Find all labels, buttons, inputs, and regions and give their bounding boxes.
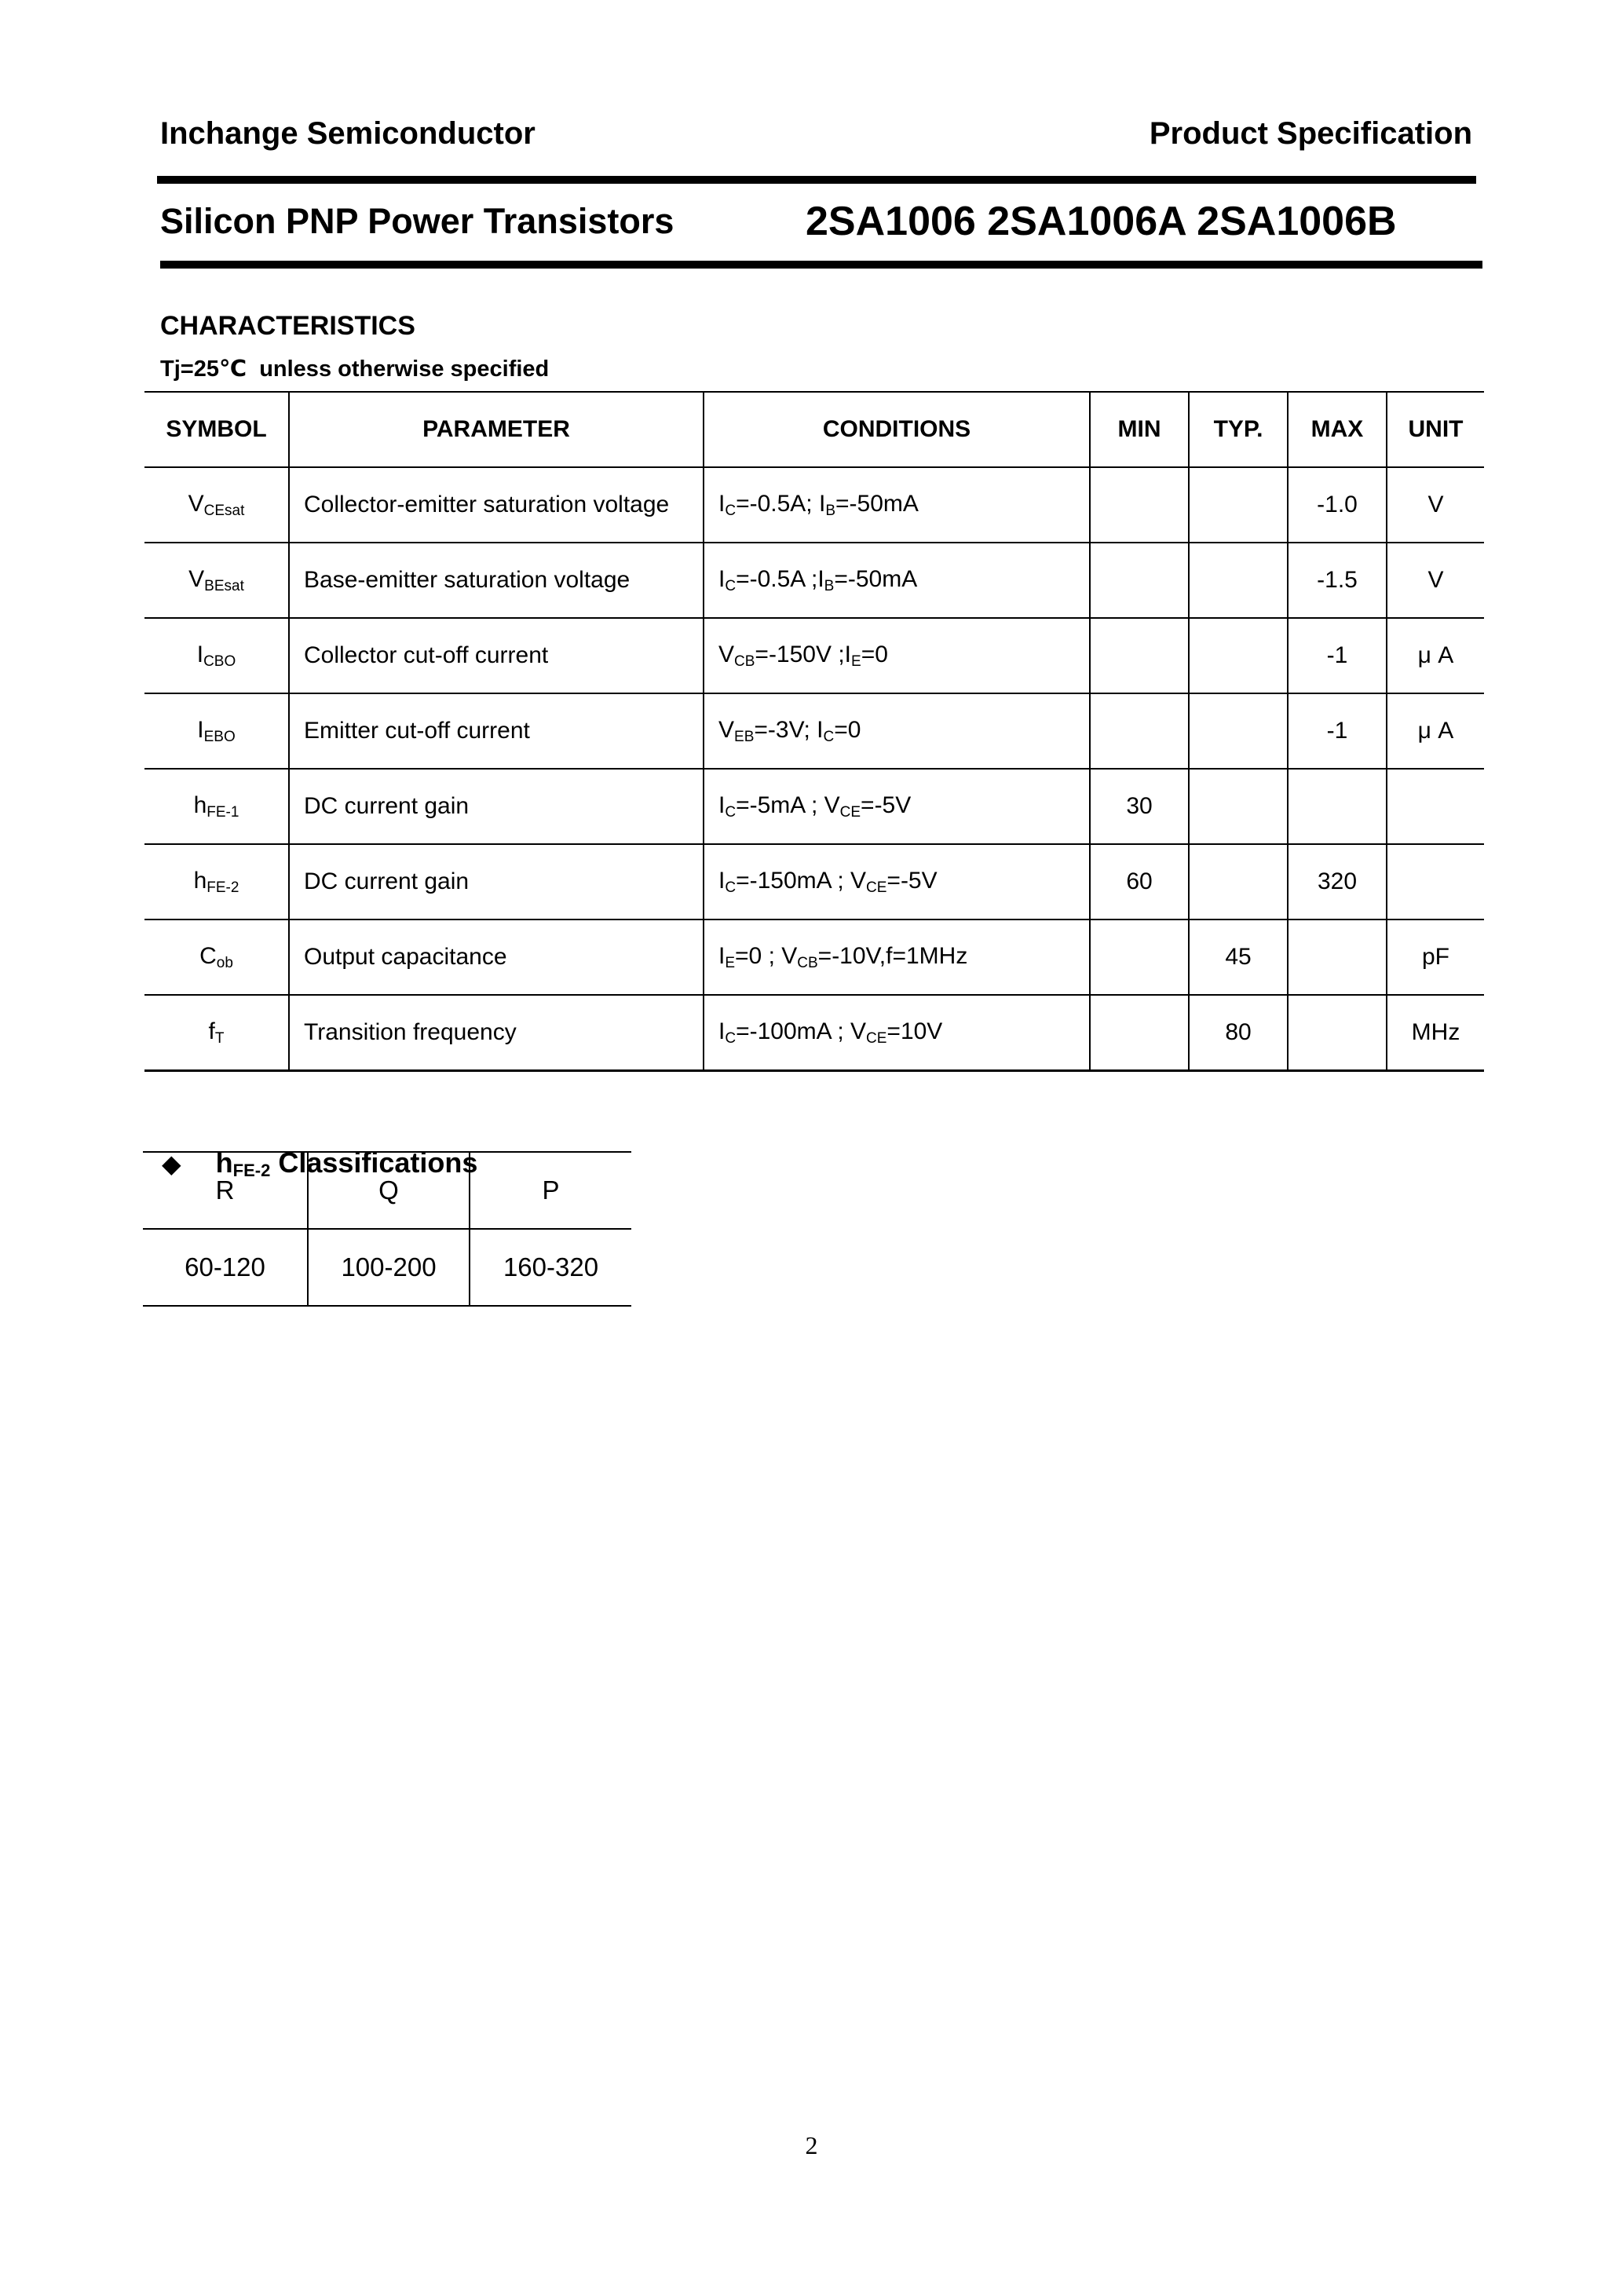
parameter-cell: Base-emitter saturation voltage [289,543,704,618]
condition-main: I [817,565,824,592]
col-header-unit: UNIT [1387,392,1484,467]
symbol-cell [144,844,289,919]
conditions-cell [704,919,1090,995]
typ-cell [1189,618,1288,693]
condition-rest: =-5V [886,867,938,894]
part-numbers: 2SA1006 2SA1006A 2SA1006B [806,199,1397,244]
condition-sub: C [823,728,835,745]
col-header-typ: TYP. [1189,392,1288,467]
parameter-cell: Output capacitance [289,919,704,995]
condition-rest: =-0.5A; [736,490,819,517]
condition-rest: =0 [834,716,861,743]
symbol-cell [144,618,289,693]
condition-rest: =-5mA ; [736,792,824,818]
condition-main: V [718,641,735,667]
range-r: 60-120 [185,1252,265,1281]
diamond-bullet-icon: ◆ [162,1150,181,1178]
table-row [144,995,1484,1071]
min-cell [1090,618,1189,693]
condition-main: I [718,565,726,592]
parameter-cell: Transition frequency [289,995,704,1071]
condition-sub: EB [734,728,755,745]
condition-sub: CE [866,1029,887,1047]
symbol-cell [144,995,289,1071]
condition-sub: B [824,577,835,594]
conditions-cell [704,693,1090,769]
max-cell: 320 [1288,844,1387,919]
col-header-symbol: SYMBOL [166,416,267,442]
col-header-conditions: CONDITIONS [704,392,1090,467]
header-rule-bottom [160,261,1482,269]
condition-rest: =-100mA ; [736,1018,850,1044]
condition-main: V [781,942,798,969]
table-row [144,844,1484,919]
condition-sub: E [851,653,861,670]
typ-cell [1189,769,1288,844]
condition-rest: =-10V,f=1MHz [817,942,968,969]
symbol-main: V [188,565,205,592]
min-cell [1090,543,1189,618]
parameter-cell: Collector-emitter saturation voltage [289,467,704,543]
condition-sub: C [725,502,737,519]
product-line: Silicon PNP Power Transistors [160,201,674,241]
min-cell: 60 [1090,844,1189,919]
grade-r: R [215,1175,235,1205]
min-cell [1090,919,1189,995]
characteristics-title: CHARACTERISTICS [160,311,415,341]
parameter-cell: Emitter cut-off current [289,693,704,769]
condition-rest: =-50mA [834,565,918,592]
condition-main: V [824,792,840,818]
condition-sub: C [725,1029,737,1047]
max-cell: -1 [1288,693,1387,769]
classifications-title-h: h [215,1146,233,1179]
col-header-max: MAX [1288,392,1387,467]
condition-sub: C [725,803,737,821]
symbol-main: I [196,641,204,667]
symbol-cell [144,467,289,543]
conditions-cell [704,618,1090,693]
condition-main: I [718,1018,726,1044]
symbol-subscript: FE-2 [207,879,239,896]
symbol-main: h [193,792,207,818]
characteristics-table [144,391,1484,1072]
condition-main: V [718,716,735,743]
condition-main: I [718,867,726,894]
condition-rest: =0 [861,641,888,667]
parameter-cell: Collector cut-off current [289,618,704,693]
conditions-cell [704,995,1090,1071]
max-cell [1288,769,1387,844]
range-p: 160-320 [470,1229,631,1306]
condition-rest: =-0.5A ; [736,565,818,592]
grades-row [143,1152,631,1229]
condition-sub: CB [734,653,755,670]
unit-cell [1387,844,1484,919]
condition-rest: =-5V [861,792,912,818]
parameter-cell: DC current gain [289,769,704,844]
condition-main: I [718,792,726,818]
condition-sub: CE [866,879,887,896]
symbol-cell [144,543,289,618]
grade-q: Q [308,1152,470,1229]
grade-p: P [470,1152,631,1229]
symbol-subscript: ob [216,954,233,971]
table-row [144,693,1484,769]
condition-rest: =-50mA [835,490,919,517]
col-header-parameter: PARAMETER [289,392,704,467]
symbol-cell [144,769,289,844]
symbol-subscript: T [214,1029,225,1047]
max-cell [1288,995,1387,1071]
table-row [144,467,1484,543]
ranges-row [143,1229,631,1306]
typ-cell [1189,467,1288,543]
table-row [144,919,1484,995]
min-cell [1090,693,1189,769]
condition-main: V [850,867,867,894]
symbol-cell [144,919,289,995]
unit-cell: pF [1387,919,1484,995]
condition-rest: =-3V; [754,716,817,743]
conditions-cell [704,769,1090,844]
symbol-cell [144,693,289,769]
condition-sub: E [725,954,736,971]
typ-cell: 80 [1189,995,1288,1071]
symbol-main: f [208,1018,215,1044]
classifications-table [143,1151,631,1307]
conditions-cell [704,844,1090,919]
symbol-main: C [199,942,217,969]
unit-cell: V [1387,543,1484,618]
typ-cell [1189,543,1288,618]
condition-main: V [850,1018,867,1044]
condition-sub: C [725,577,737,594]
condition-rest: =0 ; [735,942,782,969]
max-cell: -1 [1288,618,1387,693]
condition-sub: C [725,879,737,896]
symbol-main: I [197,716,204,743]
condition-main: I [817,716,824,743]
col-header-min: MIN [1090,392,1189,467]
max-cell: -1.5 [1288,543,1387,618]
table-header-row [144,392,1484,467]
conditions-cell [704,543,1090,618]
condition-sub: B [825,502,836,519]
typ-cell [1189,693,1288,769]
company-name: Inchange Semiconductor [160,116,536,151]
condition-rest: =-150mA ; [736,867,850,894]
unit-cell: V [1387,467,1484,543]
unit-cell: μ A [1387,693,1484,769]
condition-sub: CE [839,803,861,821]
symbol-main: V [188,490,204,517]
classifications-title-text: Classifications [270,1146,478,1179]
condition-main: I [818,490,826,517]
range-q: 100-200 [308,1229,470,1306]
typ-cell [1189,844,1288,919]
unit-cell [1387,769,1484,844]
condition-rest: =-150V ; [755,641,845,667]
classifications-title-sub: FE-2 [232,1161,271,1180]
symbol-subscript: CEsat [203,502,245,519]
condition-main: I [718,490,726,517]
min-cell [1090,995,1189,1071]
max-cell [1288,919,1387,995]
symbol-subscript: FE-1 [207,803,239,821]
symbol-main: h [193,867,207,894]
condition-main: I [844,641,852,667]
symbol-subscript: EBO [203,728,236,745]
document-type: Product Specification [1149,116,1472,151]
min-cell: 30 [1090,769,1189,844]
parameter-cell: DC current gain [289,844,704,919]
symbol-subscript: BEsat [204,577,244,594]
max-cell: -1.0 [1288,467,1387,543]
conditions-cell [704,467,1090,543]
symbol-subscript: CBO [203,653,236,670]
table-row [144,769,1484,844]
table-row [144,543,1484,618]
condition-sub: CB [797,954,818,971]
unit-cell: MHz [1387,995,1484,1071]
typ-cell: 45 [1189,919,1288,995]
condition-rest: =10V [886,1018,943,1044]
condition-main: I [718,942,726,969]
condition-note: Tj=25℃ unless otherwise specified [160,356,550,382]
unit-cell: μ A [1387,618,1484,693]
table-row [144,618,1484,693]
min-cell [1090,467,1189,543]
header-rule-top [157,176,1476,184]
page-number: 2 [805,2131,818,2159]
